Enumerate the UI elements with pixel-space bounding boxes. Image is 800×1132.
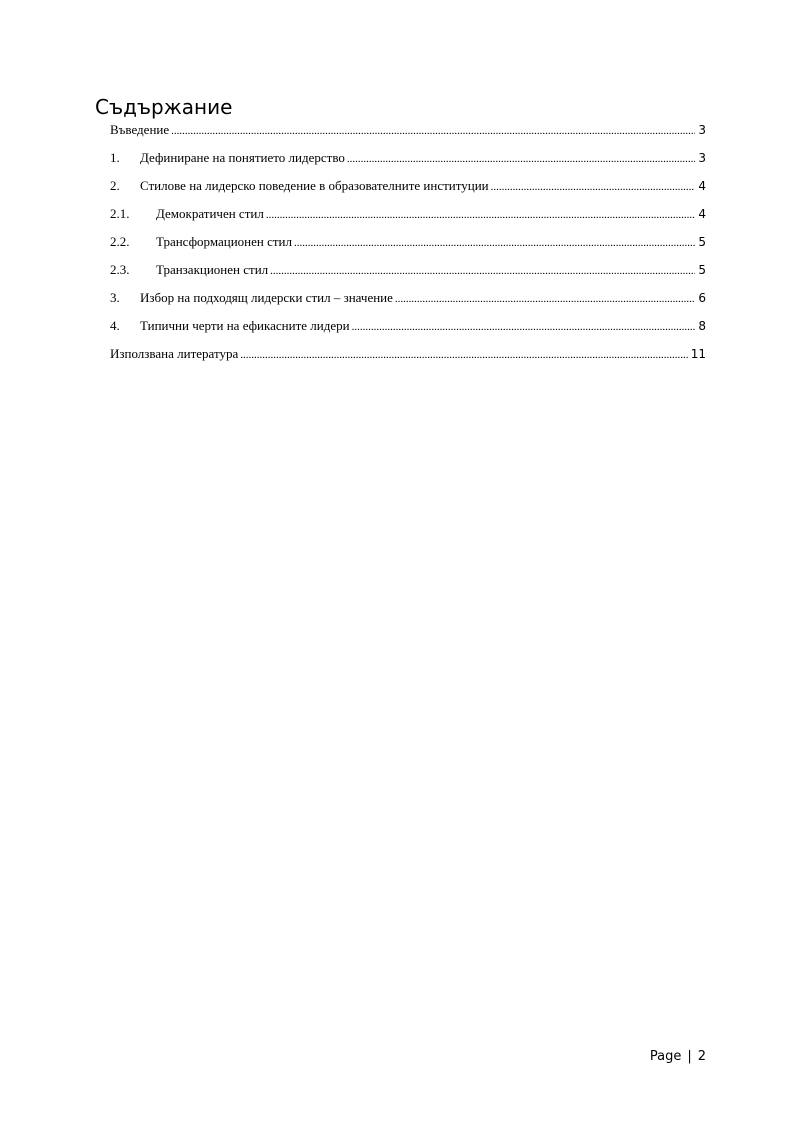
toc-entry-references[interactable] [110,344,706,364]
toc-entry-number: 2. [110,178,120,193]
toc-entry-4[interactable] [110,316,706,336]
toc-entry-text: Трансформационен стил [156,234,292,249]
toc-title: Съдържание [95,95,233,119]
toc-entry-number: 3. [110,290,120,305]
toc-entry-3[interactable] [110,288,706,308]
toc-entry-page: 5 [698,263,706,277]
toc-entry-page: 5 [698,235,706,249]
toc-entry-page: 11 [690,347,706,361]
toc-entry-number: 4. [110,318,120,333]
toc-entry-number: 2.2. [110,234,130,249]
toc-entry-2-1[interactable] [110,204,706,224]
toc-leader-dots [347,148,695,169]
toc-entry-text: Дефиниране на понятието лидерство [140,150,345,165]
page-label: Page [649,1049,682,1064]
toc-entry-text: Стилове на лидерско поведение в образователните институции [140,178,489,193]
toc-leader-dots [266,204,696,225]
toc-leader-dots [294,232,695,253]
toc-entry-page: 6 [698,291,706,305]
toc-entry-text: Типични черти на ефикасните лидери [140,318,350,333]
toc-entry-1[interactable] [110,148,706,168]
page-number: 2 [697,1049,706,1064]
toc-entry-2[interactable] [110,176,706,196]
toc-leader-dots [395,288,695,309]
page-footer [650,1048,706,1066]
toc-entry-text: Избор на подходящ лидерски стил – значение [140,290,393,305]
toc-entry-text: Транзакционен стил [156,262,269,277]
toc-entry-page: 3 [698,123,706,137]
toc-entry-page: 4 [698,179,706,193]
toc-leader-dots [352,316,696,337]
toc-leader-dots [270,260,695,281]
toc-entry-page: 3 [698,151,706,165]
toc-entry-number: 2.3. [110,262,130,277]
toc-entry-introduction[interactable] [110,120,706,140]
toc-entry-text: Демократичен стил [156,206,264,221]
toc-entry-2-2[interactable] [110,232,706,252]
toc-leader-dots [171,120,695,141]
toc-leader-dots [491,176,696,197]
toc-entry-number: 2.1. [110,206,130,221]
toc-entry-page: 4 [698,207,706,221]
toc-entry-page: 8 [698,319,706,333]
toc-entry-text: Въведение [110,122,170,137]
page-separator: | [687,1049,692,1064]
toc-entry-number: 1. [110,150,120,165]
toc-leader-dots [240,344,687,365]
toc-entry-text: Използвана литература [110,346,239,361]
toc-entry-2-3[interactable] [110,260,706,280]
